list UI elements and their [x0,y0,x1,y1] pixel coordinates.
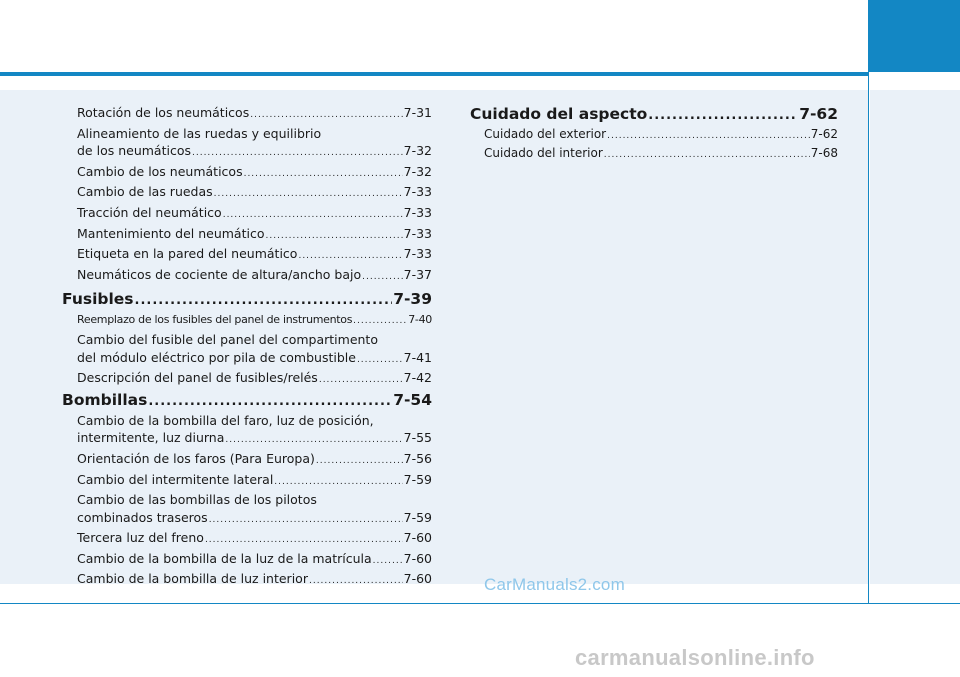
toc-section-bombillas[interactable]: Bombillas ..... 7-54 [62,390,432,412]
toc-entry[interactable]: Cuidado del interior ..... 7-68 [470,145,838,164]
toc-entry[interactable]: de los neumáticos ..... 7-32 [62,142,432,163]
toc-entry[interactable]: Cambio del intermitente lateral ..... 7-59 [62,471,432,492]
toc-right-column [470,104,838,164]
toc-entry-continuation: Cambio de las bombillas de los pilotos [77,492,317,508]
toc-entry-continuation: Cambio del fusible del panel del compartimento [77,331,378,347]
toc-entry[interactable]: intermitente, luz diurna ..... 7-55 [62,429,432,450]
toc-entry[interactable]: Cambio de la bombilla de la luz de la matrícula ..... 7-60 [62,550,432,571]
toc-entry[interactable]: Rotación de los neumáticos ..... 7-31 [62,104,432,125]
toc-entry[interactable]: Descripción del panel de fusibles/relés ..... 7-42 [62,369,432,390]
toc-entry[interactable]: del módulo eléctrico por pila de combustible ..... 7-41 [62,349,432,370]
toc-section-fusibles[interactable]: Fusibles ..... 7-39 [62,289,432,311]
toc-section-cuidado[interactable]: Cuidado del aspecto ..... 7-62 [470,104,838,126]
toc-entry-continuation: Alineamiento de las ruedas y equilibrio [77,125,322,141]
toc-entry[interactable]: Orientación de los faros (Para Europa) ..... 7-56 [62,450,432,471]
footer-rule [0,603,868,604]
toc-entry[interactable]: Cambio de los neumáticos ..... 7-32 [62,163,432,184]
toc-entry[interactable]: Etiqueta en la pared del neumático ..... 7-33 [62,245,432,266]
toc-entry-continuation: Cambio de la bombilla del faro, luz de posición, [77,412,374,428]
toc-entry[interactable]: Cambio de las ruedas ..... 7-33 [62,183,432,204]
toc-entry[interactable]: Cambio de la bombilla de luz interior ..... 7-60 [62,570,432,591]
toc-entry[interactable]: Cuidado del exterior ..... 7-62 [470,126,838,145]
toc-entry[interactable]: Tercera luz del freno ..... 7-60 [62,529,432,550]
toc-entry[interactable]: Tracción del neumático ..... 7-33 [62,204,432,225]
side-panel [870,90,960,584]
toc-left-column [62,104,432,591]
toc-entry[interactable]: combinados traseros ..... 7-59 [62,509,432,530]
footer-watermark: carmanualsonline.info [575,645,815,670]
toc-entry[interactable]: Neumáticos de cociente de altura/ancho bajo ..... 7-37 [62,266,432,287]
header-rule [0,72,868,76]
toc-entry[interactable]: Reemplazo de los fusibles del panel de instrumentos ..... 7-40 [62,311,432,331]
footer-rule-right [869,603,960,604]
toc-entry[interactable]: Mantenimiento del neumático ..... 7-33 [62,225,432,246]
vertical-divider [868,36,869,604]
site-watermark: CarManuals2.com [484,575,625,594]
chapter-tab [868,0,960,72]
